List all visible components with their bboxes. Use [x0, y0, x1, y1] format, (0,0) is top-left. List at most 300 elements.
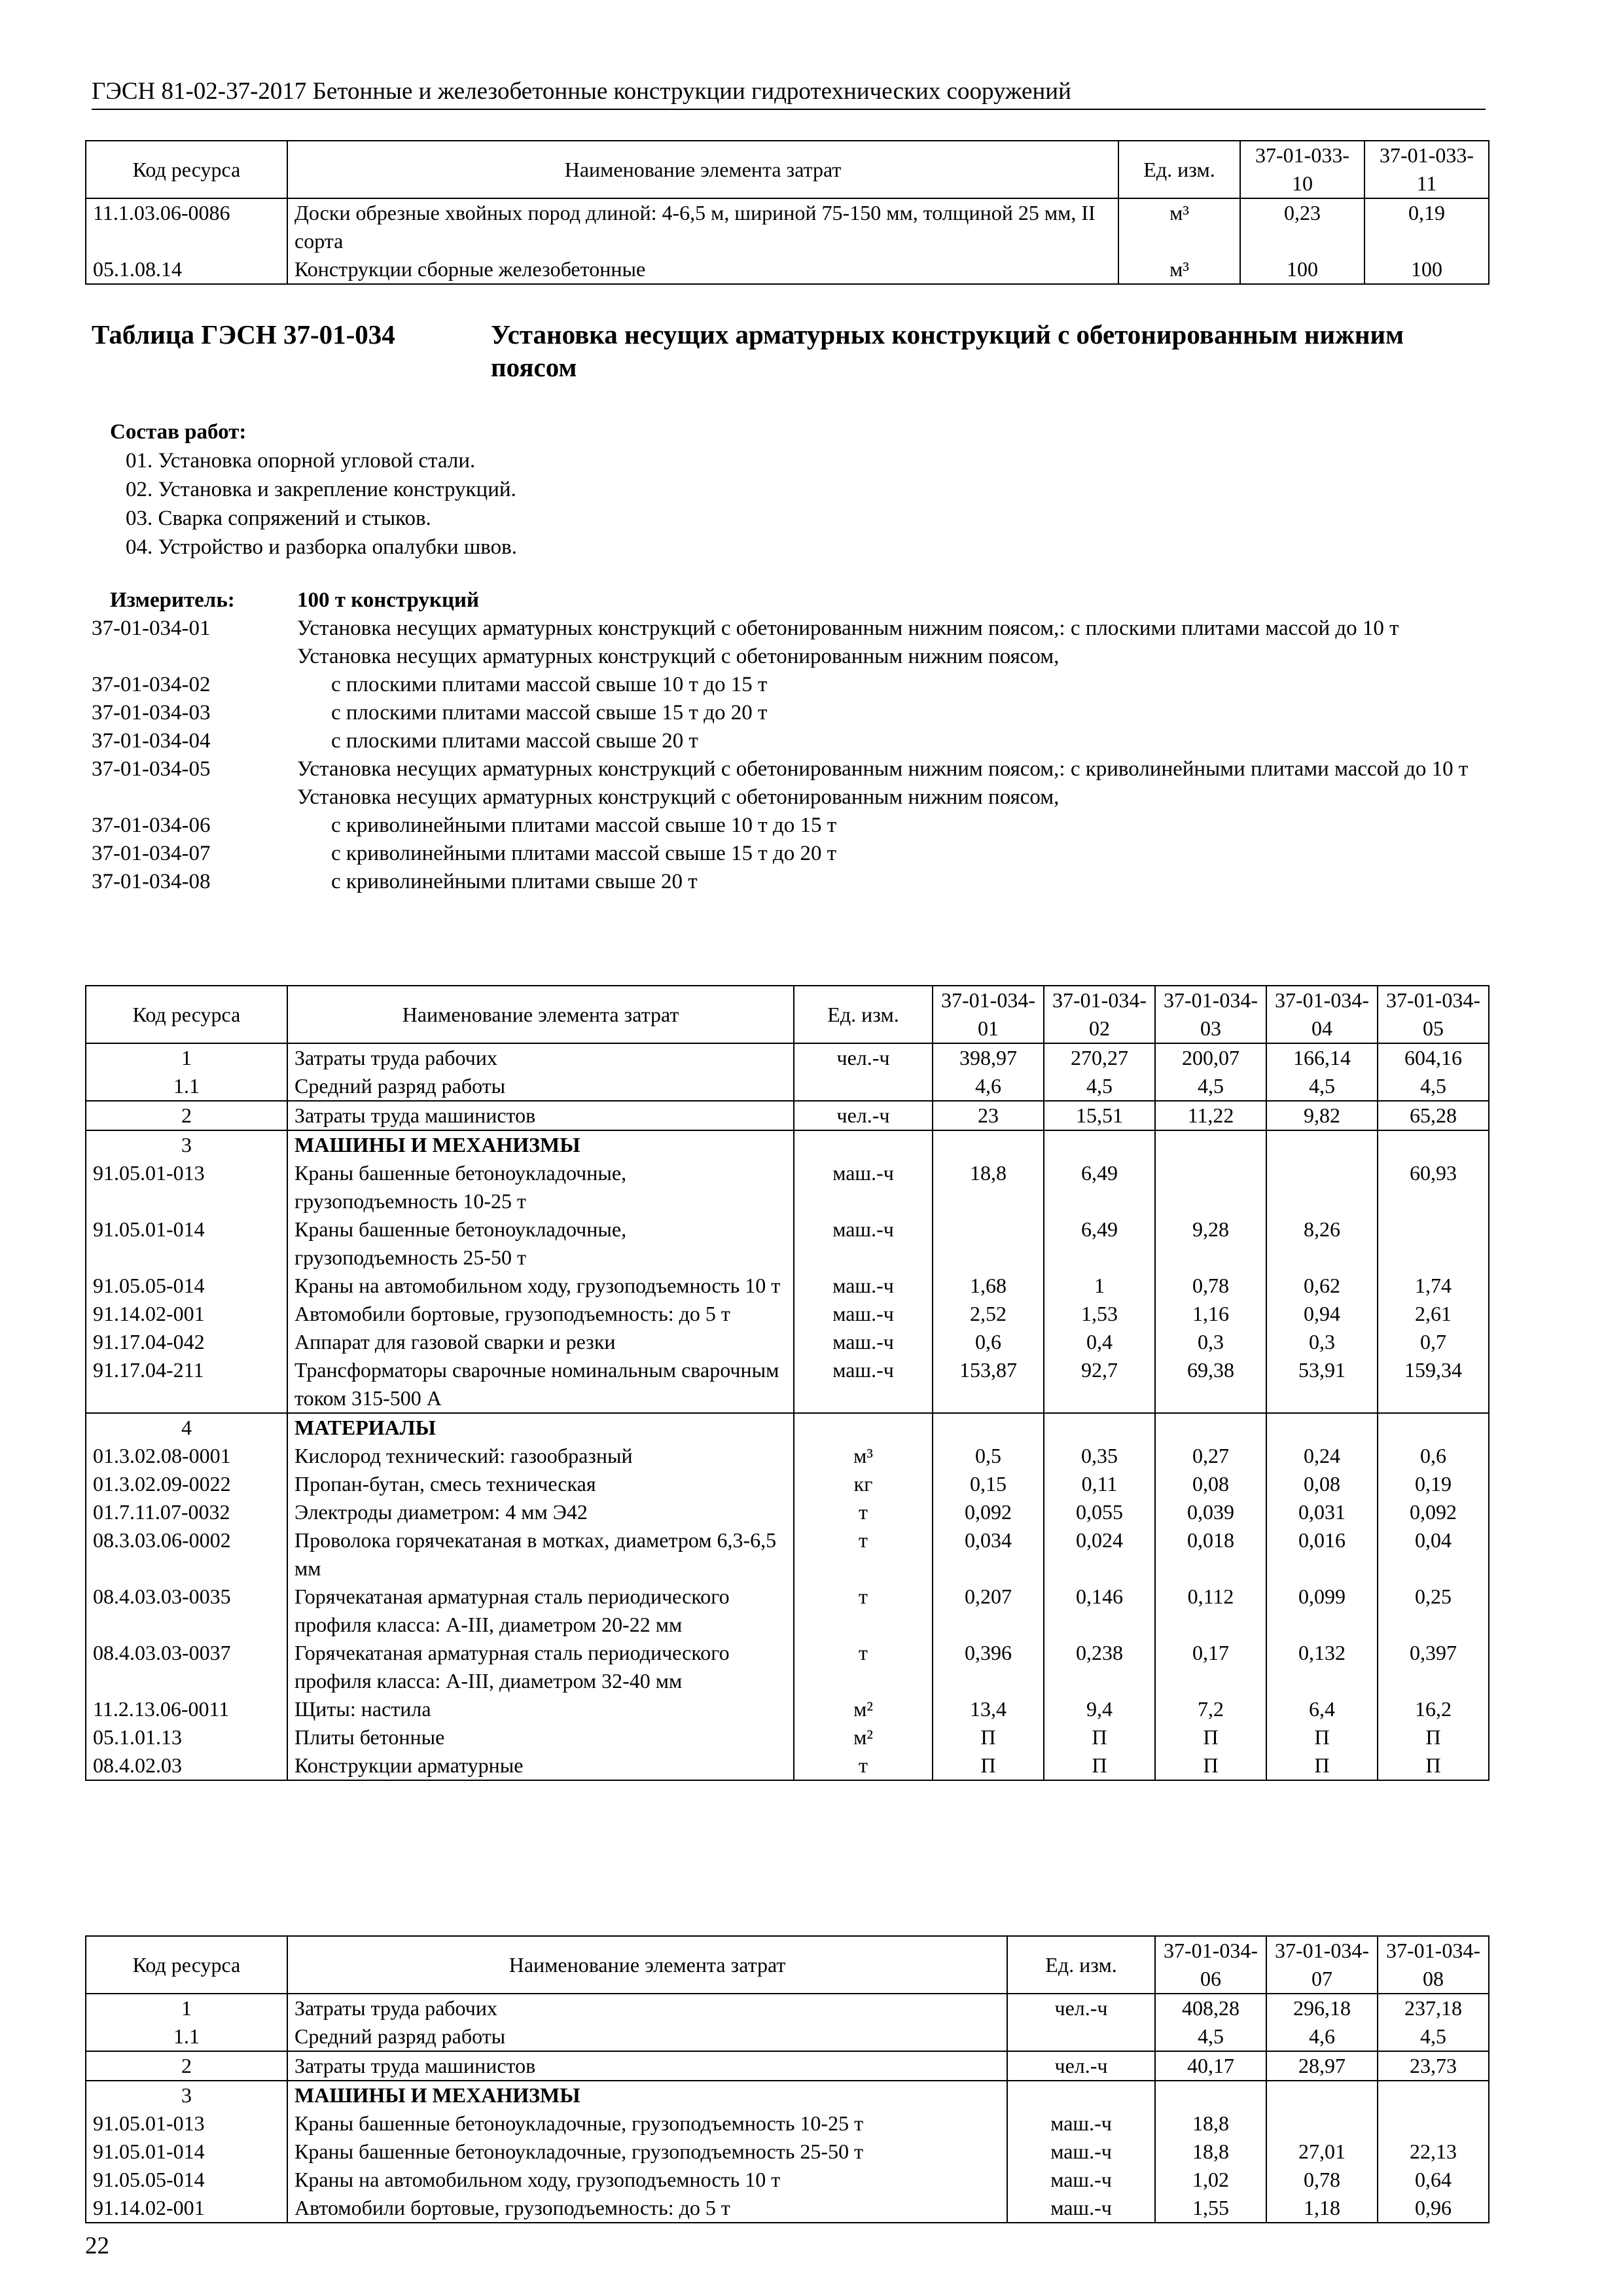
resource-value: 0,112: [1155, 1583, 1266, 1639]
resource-code: 91.14.02-001: [86, 1300, 287, 1328]
resource-value: 0,19: [1364, 198, 1489, 255]
resource-value: 16,2: [1378, 1695, 1489, 1723]
resource-value: 40,17: [1155, 2051, 1266, 2081]
resource-name: Горячекатаная арматурная сталь периодического профиля класса: А-III, диаметром 32-40 мм: [287, 1639, 794, 1695]
resource-value: 60,93: [1378, 1159, 1489, 1215]
column-header: Код ресурса: [86, 986, 287, 1043]
resource-value: 15,51: [1044, 1101, 1155, 1130]
column-header: 37-01-034-05: [1378, 986, 1489, 1043]
resource-value: 1,53: [1044, 1300, 1155, 1328]
resource-value: 6,49: [1044, 1159, 1155, 1215]
resource-value: 0,396: [933, 1639, 1044, 1695]
resource-name: Средний разряд работы: [287, 1072, 794, 1101]
table-main: [85, 985, 1489, 1781]
resource-value: 4,5: [1044, 1072, 1155, 1101]
resource-code: 08.4.03.03-0037: [86, 1639, 287, 1695]
table-row: [86, 255, 1489, 284]
resource-unit: маш.-ч: [1007, 2194, 1155, 2223]
resource-value: 1,02: [1155, 2166, 1266, 2194]
resource-code: 2: [86, 2051, 287, 2081]
resource-code: 91.17.04-042: [86, 1328, 287, 1356]
measure-label: Измеритель:: [110, 588, 235, 612]
resource-value: [1266, 1159, 1378, 1215]
column-header: Наименование элемента затрат: [287, 986, 794, 1043]
column-header: Ед. изм.: [794, 986, 933, 1043]
resource-value: [933, 1215, 1044, 1272]
measure-line: [92, 812, 1499, 840]
measure-code: [92, 783, 297, 812]
resource-name: Плиты бетонные: [287, 1723, 794, 1751]
resource-value: [1266, 1130, 1378, 1159]
resource-name: Средний разряд работы: [287, 2022, 1007, 2051]
resource-value: [1378, 1215, 1489, 1272]
resource-name: Доски обрезные хвойных пород длиной: 4-6,5 м, шириной 75-150 мм, толщиной 25 мм, II сорта: [287, 198, 1118, 255]
resource-code: 1.1: [86, 2022, 287, 2051]
resource-value: 0,24: [1266, 1442, 1378, 1470]
resource-value: [1155, 2081, 1266, 2109]
table-row: [86, 2051, 1489, 2081]
table-row: [86, 1130, 1489, 1159]
resource-unit: маш.-ч: [794, 1215, 933, 1272]
document-header: ГЭСН 81-02-37-2017 Бетонные и железобетонные конструкции гидротехнических сооружений: [92, 77, 1486, 110]
column-header: 37-01-034-04: [1266, 986, 1378, 1043]
resource-value: 9,4: [1044, 1695, 1155, 1723]
resource-unit: [794, 1130, 933, 1159]
measure-text: с плоскими плитами массой свыше 15 т до 20 т: [331, 701, 768, 725]
resource-name: Затраты труда машинистов: [287, 2051, 1007, 2081]
measure-code: [92, 643, 297, 671]
resource-unit: маш.-ч: [794, 1300, 933, 1328]
resource-value: П: [1044, 1751, 1155, 1780]
resource-value: 0,099: [1266, 1583, 1378, 1639]
resource-code: 05.1.08.14: [86, 255, 287, 284]
resource-value: 4,6: [933, 1072, 1044, 1101]
resource-value: 0,94: [1266, 1300, 1378, 1328]
works-item: 03. Сварка сопряжений и стыков.: [126, 507, 431, 530]
resource-value: 4,5: [1378, 1072, 1489, 1101]
resource-value: 296,18: [1266, 1994, 1378, 2022]
resource-value: 4,5: [1155, 2022, 1266, 2051]
resource-unit: [794, 1072, 933, 1101]
resource-code: 91.05.05-014: [86, 1272, 287, 1300]
resource-value: П: [1155, 1723, 1266, 1751]
resource-value: 92,7: [1044, 1356, 1155, 1413]
page-number: 22: [85, 2233, 109, 2259]
table-row: [86, 1498, 1489, 1526]
resource-value: 2,52: [933, 1300, 1044, 1328]
resource-value: 100: [1240, 255, 1364, 284]
resource-unit: м³: [1118, 255, 1240, 284]
resource-name: Автомобили бортовые, грузоподъемность: до 5 т: [287, 1300, 794, 1328]
table-row: [86, 1442, 1489, 1470]
resource-value: 65,28: [1378, 1101, 1489, 1130]
measure-lines: [92, 615, 1499, 896]
resource-value: 18,8: [933, 1159, 1044, 1215]
resource-value: 13,4: [933, 1695, 1044, 1723]
resource-code: 91.05.01-013: [86, 1159, 287, 1215]
resource-code: 05.1.01.13: [86, 1723, 287, 1751]
measure-text: с криволинейными плитами массой свыше 15 т до 20 т: [331, 842, 837, 865]
resource-name: МАШИНЫ И МЕХАНИЗМЫ: [287, 1130, 794, 1159]
resource-name: Конструкции сборные железобетонные: [287, 255, 1118, 284]
resource-unit: маш.-ч: [1007, 2166, 1155, 2194]
resource-unit: [794, 1413, 933, 1442]
resource-value: 153,87: [933, 1356, 1044, 1413]
resource-value: 200,07: [1155, 1043, 1266, 1072]
resource-value: 0,018: [1155, 1526, 1266, 1583]
resource-name: Краны на автомобильном ходу, грузоподъемность 10 т: [287, 1272, 794, 1300]
column-header: Код ресурса: [86, 1936, 287, 1994]
table-row: [86, 1159, 1489, 1215]
resource-value: 1,68: [933, 1272, 1044, 1300]
column-header: 37-01-034-06: [1155, 1936, 1266, 1994]
resource-value: 0,031: [1266, 1498, 1378, 1526]
resource-value: [933, 1413, 1044, 1442]
resource-value: 11,22: [1155, 1101, 1266, 1130]
table-row: [86, 1215, 1489, 1272]
resource-value: П: [933, 1751, 1044, 1780]
resource-value: 0,7: [1378, 1328, 1489, 1356]
resource-unit: чел.-ч: [1007, 1994, 1155, 2022]
table-row: [86, 1300, 1489, 1328]
resource-name: Аппарат для газовой сварки и резки: [287, 1328, 794, 1356]
resource-value: 0,397: [1378, 1639, 1489, 1695]
resource-code: 1: [86, 1994, 287, 2022]
table-row: [86, 1413, 1489, 1442]
measure-text: Установка несущих арматурных конструкций с обетонированным нижним поясом,: [297, 785, 1060, 809]
table-row: [86, 1328, 1489, 1356]
resource-value: [1266, 1413, 1378, 1442]
resource-value: 0,23: [1240, 198, 1364, 255]
table-bottom: [85, 1935, 1489, 2223]
table-row: [86, 1723, 1489, 1751]
measure-line: [92, 671, 1499, 699]
resource-code: 11.2.13.06-0011: [86, 1695, 287, 1723]
column-header: Наименование элемента затрат: [287, 141, 1118, 198]
resource-name: Автомобили бортовые, грузоподъемность: до 5 т: [287, 2194, 1007, 2223]
resource-unit: т: [794, 1639, 933, 1695]
resource-value: 0,016: [1266, 1526, 1378, 1583]
table-row: [86, 1356, 1489, 1413]
resource-value: 6,49: [1044, 1215, 1155, 1272]
resource-unit: т: [794, 1526, 933, 1583]
table-row: [86, 1470, 1489, 1498]
resource-code: 08.4.02.03: [86, 1751, 287, 1780]
table-row: [86, 1072, 1489, 1101]
resource-value: 0,6: [933, 1328, 1044, 1356]
resource-value: 1: [1044, 1272, 1155, 1300]
column-header: 37-01-034-03: [1155, 986, 1266, 1043]
resource-value: 0,78: [1266, 2166, 1378, 2194]
resource-unit: маш.-ч: [794, 1159, 933, 1215]
resource-value: [1378, 2109, 1489, 2138]
measure-value: 100 т конструкций: [297, 588, 480, 612]
resource-code: 91.17.04-211: [86, 1356, 287, 1413]
resource-unit: [1007, 2022, 1155, 2051]
resource-value: [1378, 1130, 1489, 1159]
resource-unit: маш.-ч: [794, 1272, 933, 1300]
resource-value: 1,18: [1266, 2194, 1378, 2223]
resource-value: 18,8: [1155, 2109, 1266, 2138]
resource-value: 159,34: [1378, 1356, 1489, 1413]
resource-value: 1,74: [1378, 1272, 1489, 1300]
resource-name: Краны башенные бетоноукладочные, грузоподъемность 10-25 т: [287, 1159, 794, 1215]
table-row: [86, 1101, 1489, 1130]
resource-value: [1155, 1413, 1266, 1442]
column-header: 37-01-034-07: [1266, 1936, 1378, 1994]
resource-code: 08.4.03.03-0035: [86, 1583, 287, 1639]
measure-text: с плоскими плитами массой свыше 10 т до 15 т: [331, 673, 768, 696]
resource-value: 100: [1364, 255, 1489, 284]
resource-value: [933, 1130, 1044, 1159]
resource-value: 9,28: [1155, 1215, 1266, 1272]
resource-value: 4,5: [1378, 2022, 1489, 2051]
column-header: 37-01-034-02: [1044, 986, 1155, 1043]
resource-value: 0,19: [1378, 1470, 1489, 1498]
resource-name: Затраты труда рабочих: [287, 1994, 1007, 2022]
resource-value: 22,13: [1378, 2138, 1489, 2166]
resource-code: 2: [86, 1101, 287, 1130]
resource-name: Затраты труда рабочих: [287, 1043, 794, 1072]
resource-value: П: [1266, 1751, 1378, 1780]
measure-text: Установка несущих арматурных конструкций с обетонированным нижним поясом,: с плоскими плитами массой до 10 т: [297, 617, 1399, 640]
resource-value: [1044, 1130, 1155, 1159]
resource-value: 0,96: [1378, 2194, 1489, 2223]
resource-name: Проволока горячекатаная в мотках, диаметром 6,3-6,5 мм: [287, 1526, 794, 1583]
works-item: 04. Устройство и разборка опалубки швов.: [126, 535, 517, 559]
resource-value: 0,132: [1266, 1639, 1378, 1695]
resource-value: 53,91: [1266, 1356, 1378, 1413]
resource-value: 0,5: [933, 1442, 1044, 1470]
table-top: [85, 140, 1489, 285]
resource-value: 166,14: [1266, 1043, 1378, 1072]
table-label: Таблица ГЭСН 37-01-034: [92, 319, 395, 350]
resource-value: 0,238: [1044, 1639, 1155, 1695]
resource-value: 0,092: [1378, 1498, 1489, 1526]
resource-code: 91.05.01-014: [86, 1215, 287, 1272]
resource-name: Горячекатаная арматурная сталь периодического профиля класса: А-III, диаметром 20-22 мм: [287, 1583, 794, 1639]
resource-value: 1,55: [1155, 2194, 1266, 2223]
resource-value: 0,04: [1378, 1526, 1489, 1583]
resource-value: 2,61: [1378, 1300, 1489, 1328]
resource-value: 18,8: [1155, 2138, 1266, 2166]
resource-value: 0,35: [1044, 1442, 1155, 1470]
column-header: Ед. изм.: [1007, 1936, 1155, 1994]
column-header: Наименование элемента затрат: [287, 1936, 1007, 1994]
resource-value: 6,4: [1266, 1695, 1378, 1723]
table-row: [86, 198, 1489, 255]
column-header: 37-01-033-10: [1240, 141, 1364, 198]
resource-unit: м³: [794, 1442, 933, 1470]
resource-value: 23,73: [1378, 2051, 1489, 2081]
resource-value: 408,28: [1155, 1994, 1266, 2022]
resource-value: 69,38: [1155, 1356, 1266, 1413]
table-row: [86, 1526, 1489, 1583]
resource-code: 3: [86, 2081, 287, 2109]
measure-code: 37-01-034-04: [92, 729, 211, 753]
resource-code: 91.05.01-014: [86, 2138, 287, 2166]
resource-value: 0,6: [1378, 1442, 1489, 1470]
resource-value: П: [1155, 1751, 1266, 1780]
resource-value: П: [1378, 1723, 1489, 1751]
resource-value: 0,15: [933, 1470, 1044, 1498]
resource-name: Электроды диаметром: 4 мм Э42: [287, 1498, 794, 1526]
works-item: 01. Установка опорной угловой стали.: [126, 449, 476, 473]
resource-unit: т: [794, 1751, 933, 1780]
resource-value: 23: [933, 1101, 1044, 1130]
resource-unit: маш.-ч: [794, 1356, 933, 1413]
table-row: [86, 2166, 1489, 2194]
works-title: Состав работ:: [110, 420, 247, 444]
resource-value: [1266, 2109, 1378, 2138]
resource-unit: чел.-ч: [794, 1101, 933, 1130]
resource-value: [1378, 1413, 1489, 1442]
resource-value: 1,16: [1155, 1300, 1266, 1328]
table-row: [86, 1043, 1489, 1072]
resource-value: 0,034: [933, 1526, 1044, 1583]
measure-code: 37-01-034-05: [92, 757, 211, 781]
resource-name: МАШИНЫ И МЕХАНИЗМЫ: [287, 2081, 1007, 2109]
table-row: [86, 1994, 1489, 2022]
resource-value: [1044, 1413, 1155, 1442]
table-row: [86, 1272, 1489, 1300]
resource-name: Пропан-бутан, смесь техническая: [287, 1470, 794, 1498]
measure-line: [92, 615, 1499, 643]
measure-text: с плоскими плитами массой свыше 20 т: [331, 729, 698, 753]
measure-line: [92, 755, 1499, 783]
measure-line: [92, 727, 1499, 755]
column-header: 37-01-034-08: [1378, 1936, 1489, 1994]
measure-line: [92, 699, 1499, 727]
column-header: 37-01-034-01: [933, 986, 1044, 1043]
resource-value: 0,27: [1155, 1442, 1266, 1470]
resource-value: 270,27: [1044, 1043, 1155, 1072]
resource-unit: м²: [794, 1723, 933, 1751]
resource-unit: т: [794, 1583, 933, 1639]
measure-line: [92, 643, 1499, 671]
resource-value: 0,3: [1155, 1328, 1266, 1356]
resource-name: Краны на автомобильном ходу, грузоподъемность 10 т: [287, 2166, 1007, 2194]
resource-unit: чел.-ч: [794, 1043, 933, 1072]
measure-code: 37-01-034-07: [92, 842, 211, 865]
resource-unit: т: [794, 1498, 933, 1526]
table-row: [86, 1695, 1489, 1723]
measure-line: [92, 840, 1499, 868]
table-caption: Установка несущих арматурных конструкций с обетонированным нижним поясом: [491, 319, 1404, 382]
resource-value: 0,78: [1155, 1272, 1266, 1300]
resource-value: [1266, 2081, 1378, 2109]
resource-code: 1: [86, 1043, 287, 1072]
resource-code: 08.3.03.06-0002: [86, 1526, 287, 1583]
column-header: 37-01-033-11: [1364, 141, 1489, 198]
column-header: Код ресурса: [86, 141, 287, 198]
resource-name: Краны башенные бетоноукладочные, грузоподъемность 25-50 т: [287, 2138, 1007, 2166]
table-row: [86, 2022, 1489, 2051]
resource-value: [1378, 2081, 1489, 2109]
resource-value: 0,055: [1044, 1498, 1155, 1526]
works-list: [110, 418, 517, 562]
resource-value: 0,17: [1155, 1639, 1266, 1695]
resource-value: 9,82: [1266, 1101, 1378, 1130]
resource-value: 8,26: [1266, 1215, 1378, 1272]
table-row: [86, 1751, 1489, 1780]
resource-name: Кислород технический: газообразный: [287, 1442, 794, 1470]
resource-value: П: [1378, 1751, 1489, 1780]
resource-value: 0,62: [1266, 1272, 1378, 1300]
resource-code: 1.1: [86, 1072, 287, 1101]
resource-value: 0,207: [933, 1583, 1044, 1639]
resource-unit: чел.-ч: [1007, 2051, 1155, 2081]
resource-value: 0,25: [1378, 1583, 1489, 1639]
resource-name: Краны башенные бетоноукладочные, грузоподъемность 25-50 т: [287, 1215, 794, 1272]
measure-code: 37-01-034-03: [92, 701, 211, 725]
resource-name: Краны башенные бетоноукладочные, грузоподъемность 10-25 т: [287, 2109, 1007, 2138]
measure-text: с криволинейными плитами массой свыше 10 т до 15 т: [331, 814, 837, 837]
resource-value: 398,97: [933, 1043, 1044, 1072]
resource-code: 11.1.03.06-0086: [86, 198, 287, 255]
resource-value: П: [933, 1723, 1044, 1751]
resource-value: [1155, 1130, 1266, 1159]
resource-value: 4,5: [1155, 1072, 1266, 1101]
resource-value: 0,039: [1155, 1498, 1266, 1526]
table-row: [86, 2138, 1489, 2166]
resource-unit: кг: [794, 1470, 933, 1498]
measure-line: [92, 783, 1499, 812]
resource-value: 7,2: [1155, 1695, 1266, 1723]
resource-value: 0,08: [1155, 1470, 1266, 1498]
works-item: 02. Установка и закрепление конструкций.: [126, 478, 516, 501]
resource-value: 0,64: [1378, 2166, 1489, 2194]
table-row: [86, 2081, 1489, 2109]
resource-value: 27,01: [1266, 2138, 1378, 2166]
resource-code: 4: [86, 1413, 287, 1442]
resource-value: 237,18: [1378, 1994, 1489, 2022]
resource-value: П: [1044, 1723, 1155, 1751]
measure-text: Установка несущих арматурных конструкций с обетонированным нижним поясом,: с криволинейными плитами массой до 10 т: [297, 757, 1469, 781]
resource-code: 01.7.11.07-0032: [86, 1498, 287, 1526]
measure-line: [92, 868, 1499, 896]
resource-value: 0,08: [1266, 1470, 1378, 1498]
resource-code: 01.3.02.09-0022: [86, 1470, 287, 1498]
resource-value: 604,16: [1378, 1043, 1489, 1072]
resource-code: 01.3.02.08-0001: [86, 1442, 287, 1470]
table-row: [86, 2194, 1489, 2223]
resource-value: 0,4: [1044, 1328, 1155, 1356]
resource-code: 3: [86, 1130, 287, 1159]
resource-value: 28,97: [1266, 2051, 1378, 2081]
measure-code: 37-01-034-02: [92, 673, 211, 696]
resource-code: 91.05.05-014: [86, 2166, 287, 2194]
resource-unit: м³: [1118, 198, 1240, 255]
table-row: [86, 2109, 1489, 2138]
measure-code: 37-01-034-01: [92, 617, 211, 640]
resource-value: 4,6: [1266, 2022, 1378, 2051]
resource-name: Щиты: настила: [287, 1695, 794, 1723]
resource-unit: [1007, 2081, 1155, 2109]
table-row: [86, 1583, 1489, 1639]
resource-value: 0,146: [1044, 1583, 1155, 1639]
resource-value: 0,092: [933, 1498, 1044, 1526]
resource-value: П: [1266, 1723, 1378, 1751]
measure-code: 37-01-034-06: [92, 814, 211, 837]
resource-value: 0,11: [1044, 1470, 1155, 1498]
table-row: [86, 1639, 1489, 1695]
resource-unit: маш.-ч: [1007, 2138, 1155, 2166]
column-header: Ед. изм.: [1118, 141, 1240, 198]
measure-code: 37-01-034-08: [92, 870, 211, 893]
resource-code: 91.05.01-013: [86, 2109, 287, 2138]
resource-name: Конструкции арматурные: [287, 1751, 794, 1780]
